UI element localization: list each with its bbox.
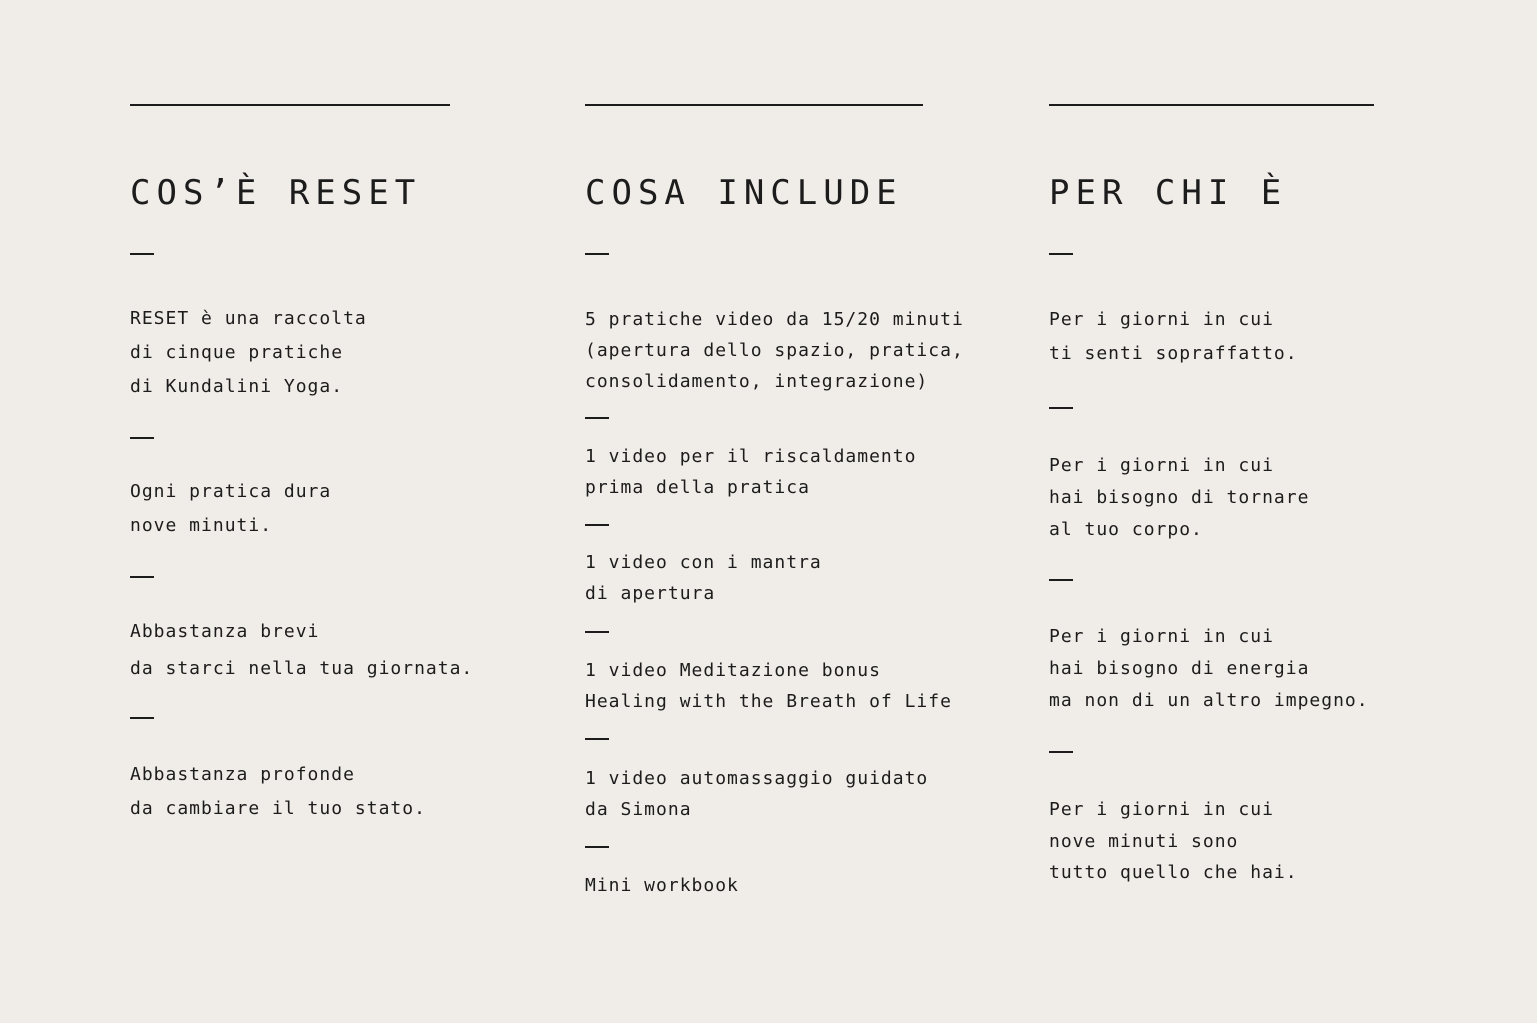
list-item (585, 304, 964, 397)
text-line: nove minuti. (130, 515, 273, 536)
top-rule (130, 104, 450, 106)
list-item (585, 655, 952, 717)
separator-dash (1049, 253, 1073, 255)
list-item (585, 763, 928, 825)
paragraph (130, 758, 426, 826)
text-line: Per i giorni in cui (1049, 309, 1274, 330)
text-line: ti senti sopraffatto. (1049, 343, 1298, 364)
paragraph (1049, 450, 1309, 546)
paragraph (1049, 303, 1298, 371)
list-item (585, 870, 739, 901)
text-line: hai bisogno di energia (1049, 658, 1310, 679)
column-heading: PER CHI È (1049, 173, 1288, 213)
separator-dash (130, 437, 154, 439)
text-line: Healing with the Breath of Life (585, 691, 952, 712)
separator-dash (130, 717, 154, 719)
top-rule (1049, 104, 1374, 106)
text-line: di apertura (585, 583, 716, 604)
column-heading: COS’È RESET (130, 173, 422, 213)
text-line: Ogni pratica dura (130, 481, 332, 502)
text-line: 1 video Meditazione bonus (585, 660, 881, 681)
paragraph (130, 302, 367, 404)
text-line: consolidamento, integrazione) (585, 371, 929, 392)
top-rule (585, 104, 923, 106)
text-line: Per i giorni in cui (1049, 799, 1274, 820)
text-line: da starci nella tua giornata. (130, 658, 474, 679)
text-line: hai bisogno di tornare (1049, 487, 1310, 508)
text-line: prima della pratica (585, 477, 810, 498)
text-line: tutto quello che hai. (1049, 862, 1298, 883)
separator-dash (585, 631, 609, 633)
separator-dash (1049, 751, 1073, 753)
text-line: (apertura dello spazio, pratica, (585, 340, 964, 361)
separator-dash (130, 253, 154, 255)
text-line: da cambiare il tuo stato. (130, 798, 426, 819)
text-line: Abbastanza profonde (130, 764, 355, 785)
text-line: Per i giorni in cui (1049, 455, 1274, 476)
text-line: Mini workbook (585, 875, 739, 896)
list-item (585, 441, 916, 503)
paragraph (1049, 621, 1369, 717)
separator-dash (585, 524, 609, 526)
text-line: da Simona (585, 799, 692, 820)
text-line: ma non di un altro impegno. (1049, 690, 1369, 711)
text-line: al tuo corpo. (1049, 519, 1203, 540)
separator-dash (585, 846, 609, 848)
text-line: 1 video automassaggio guidato (585, 768, 929, 789)
separator-dash (1049, 407, 1073, 409)
list-item (585, 547, 822, 609)
separator-dash (1049, 579, 1073, 581)
separator-dash (585, 417, 609, 419)
text-line: di cinque pratiche (130, 342, 344, 363)
text-line: 1 video con i mantra (585, 552, 822, 573)
column-heading: COSA INCLUDE (585, 173, 903, 213)
text-line: Per i giorni in cui (1049, 626, 1274, 647)
separator-dash (130, 576, 154, 578)
text-line: Abbastanza brevi (130, 621, 320, 642)
paragraph (130, 613, 473, 687)
text-line: RESET è una raccolta (130, 308, 367, 329)
separator-dash (585, 738, 609, 740)
paragraph (130, 475, 331, 543)
text-line: nove minuti sono (1049, 830, 1239, 852)
paragraph (1049, 794, 1298, 889)
separator-dash (585, 253, 609, 255)
text-line: 5 pratiche video da 15/20 minuti (585, 309, 964, 330)
text-line: 1 video per il riscaldamento (585, 446, 917, 467)
text-line: di Kundalini Yoga. (130, 376, 344, 397)
